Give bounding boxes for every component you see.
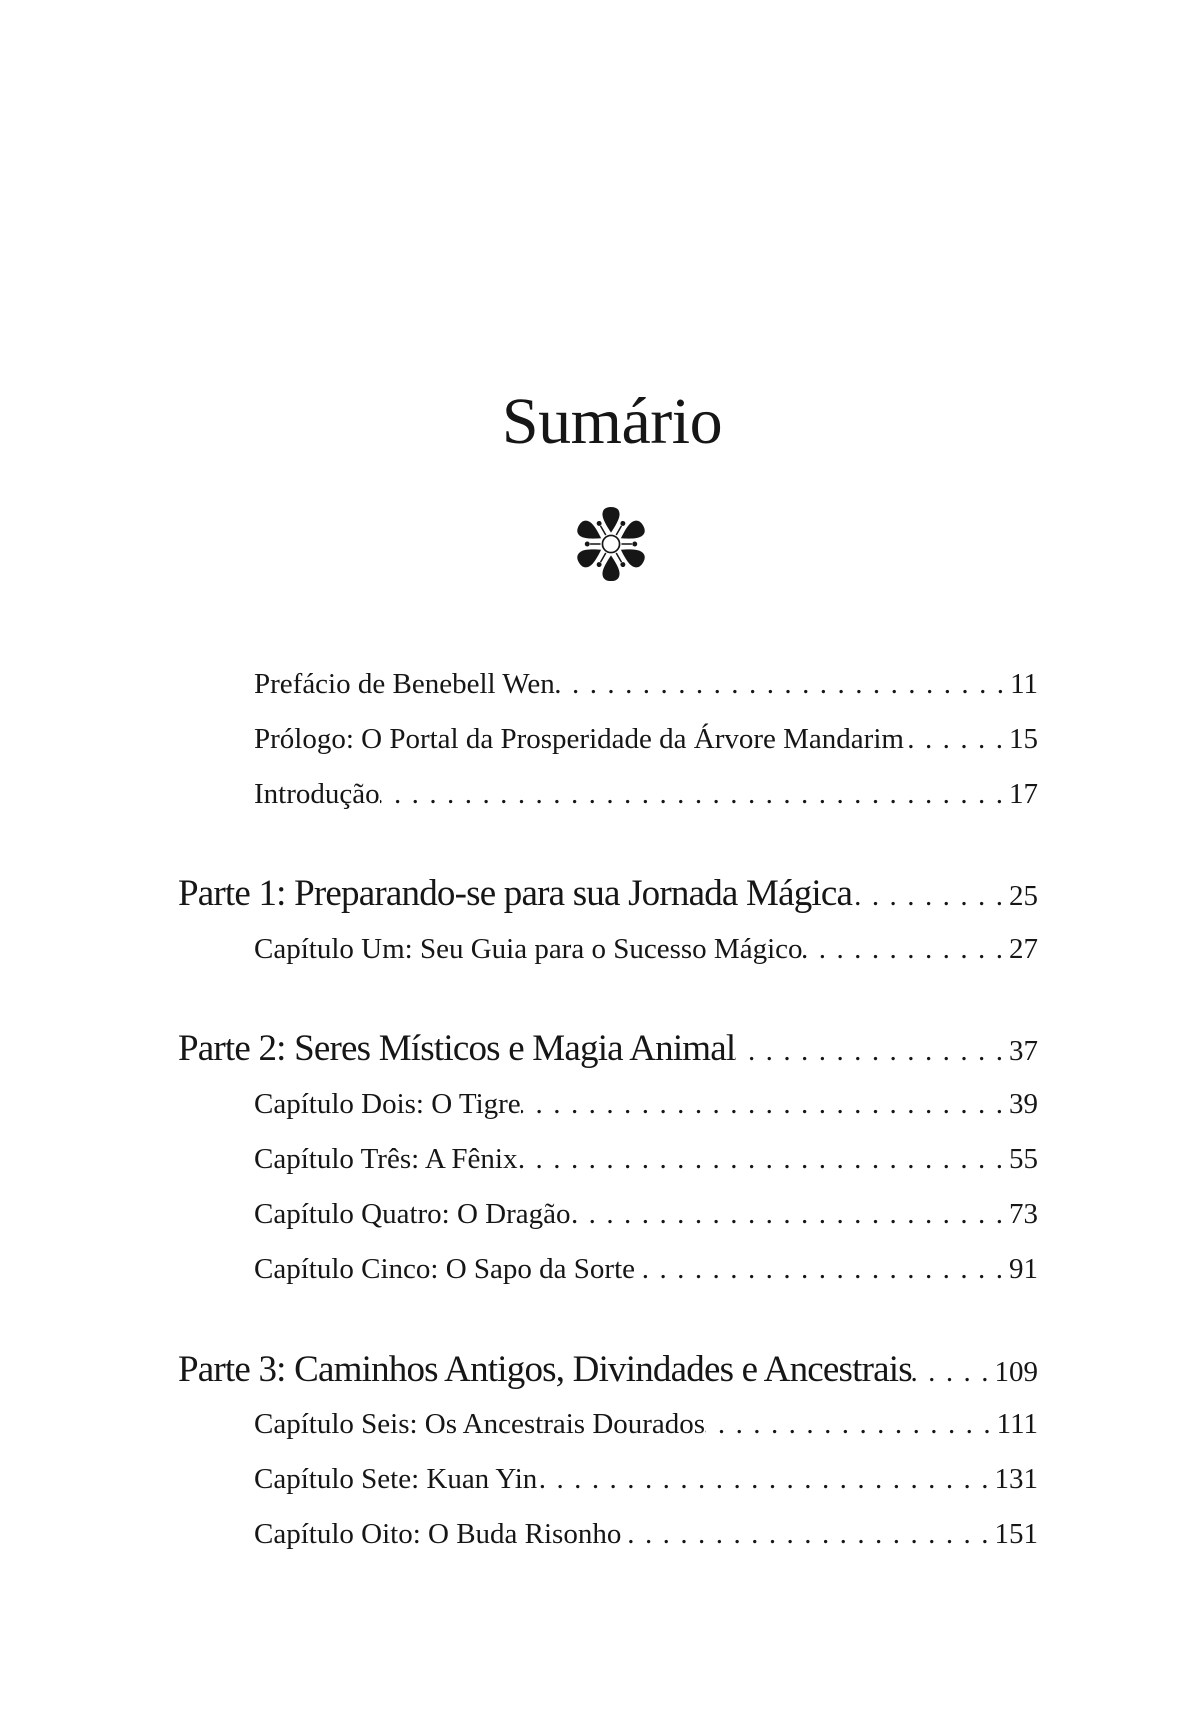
toc-chapter-4[interactable] [254,1198,1038,1238]
page-title: Sumário [501,385,723,458]
toc-page-number: 37 [1009,1035,1038,1067]
toc-entry-label: Capítulo Oito: O Buda Risonho [254,1518,622,1550]
dot-leader [852,880,1009,913]
toc-part-2[interactable] [178,1027,1038,1075]
toc-entry-introduction[interactable] [254,778,1038,818]
toc-entry-prologue[interactable] [254,723,1038,763]
toc-entry-label: Prólogo: O Portal da Prosperidade da Árvore Mandarim [254,723,904,755]
dot-leader [571,1198,1009,1231]
dot-leader [555,668,1010,701]
dot-leader [803,933,1010,966]
toc-entry-label: Capítulo Quatro: O Dragão [254,1198,571,1230]
toc-part-label: Parte 2: Seres Místicos e Magia Animal [178,1028,736,1069]
toc-page-number: 111 [996,1408,1038,1440]
toc-entry-preface[interactable] [254,668,1038,708]
toc-page-number: 17 [1009,778,1038,810]
toc-chapter-2[interactable] [254,1088,1038,1128]
dot-leader [517,1143,1009,1176]
toc-part-label: Parte 1: Preparando-se para sua Jornada Mágica [178,873,853,914]
dot-leader [380,778,1009,811]
toc-page-number: 25 [1009,880,1038,912]
toc-entry-label: Capítulo Sete: Kuan Yin [254,1463,538,1495]
toc-chapter-5[interactable] [254,1253,1038,1293]
dot-leader [912,1356,995,1389]
toc-chapter-6[interactable] [254,1408,1038,1448]
toc-part-1[interactable] [178,872,1038,920]
toc-entry-label: Capítulo Três: A Fênix [254,1143,518,1175]
dot-leader [537,1463,994,1496]
toc-entry-label: Introdução [254,778,380,810]
toc-chapter-7[interactable] [254,1463,1038,1503]
dot-leader [521,1088,1009,1121]
toc-chapter-3[interactable] [254,1143,1038,1183]
toc-entry-label: Prefácio de Benebell Wen [254,668,555,700]
toc-page-number: 131 [994,1463,1038,1495]
toc-entry-label: Capítulo Cinco: O Sapo da Sorte [254,1253,635,1285]
toc-page-number: 109 [994,1356,1038,1388]
toc-chapter-1[interactable] [254,933,1038,973]
toc-entry-label: Capítulo Um: Seu Guia para o Sucesso Mágico [254,933,803,965]
toc-page-number: 55 [1009,1143,1038,1175]
toc-page-number: 11 [1010,668,1038,700]
toc-page-number: 39 [1009,1088,1038,1120]
toc-page-number: 91 [1009,1253,1038,1285]
dot-leader [705,1408,997,1441]
toc-page-number: 151 [994,1518,1038,1550]
toc-part-label: Parte 3: Caminhos Antigos, Divindades e Ancestrais [178,1349,912,1390]
toc-page-number: 15 [1009,723,1038,755]
toc-chapter-8[interactable] [254,1518,1038,1558]
toc-entry-label: Capítulo Dois: O Tigre [254,1088,521,1120]
toc-part-3[interactable] [178,1348,1038,1396]
toc-page-number: 73 [1009,1198,1038,1230]
lotus-flower-ornament-icon [573,506,649,582]
dot-leader [904,723,1009,756]
dot-leader [635,1253,1009,1286]
toc-page-number: 27 [1009,933,1038,965]
toc-entry-label: Capítulo Seis: Os Ancestrais Dourados [254,1408,706,1440]
dot-leader [735,1035,1009,1068]
dot-leader [621,1518,994,1551]
